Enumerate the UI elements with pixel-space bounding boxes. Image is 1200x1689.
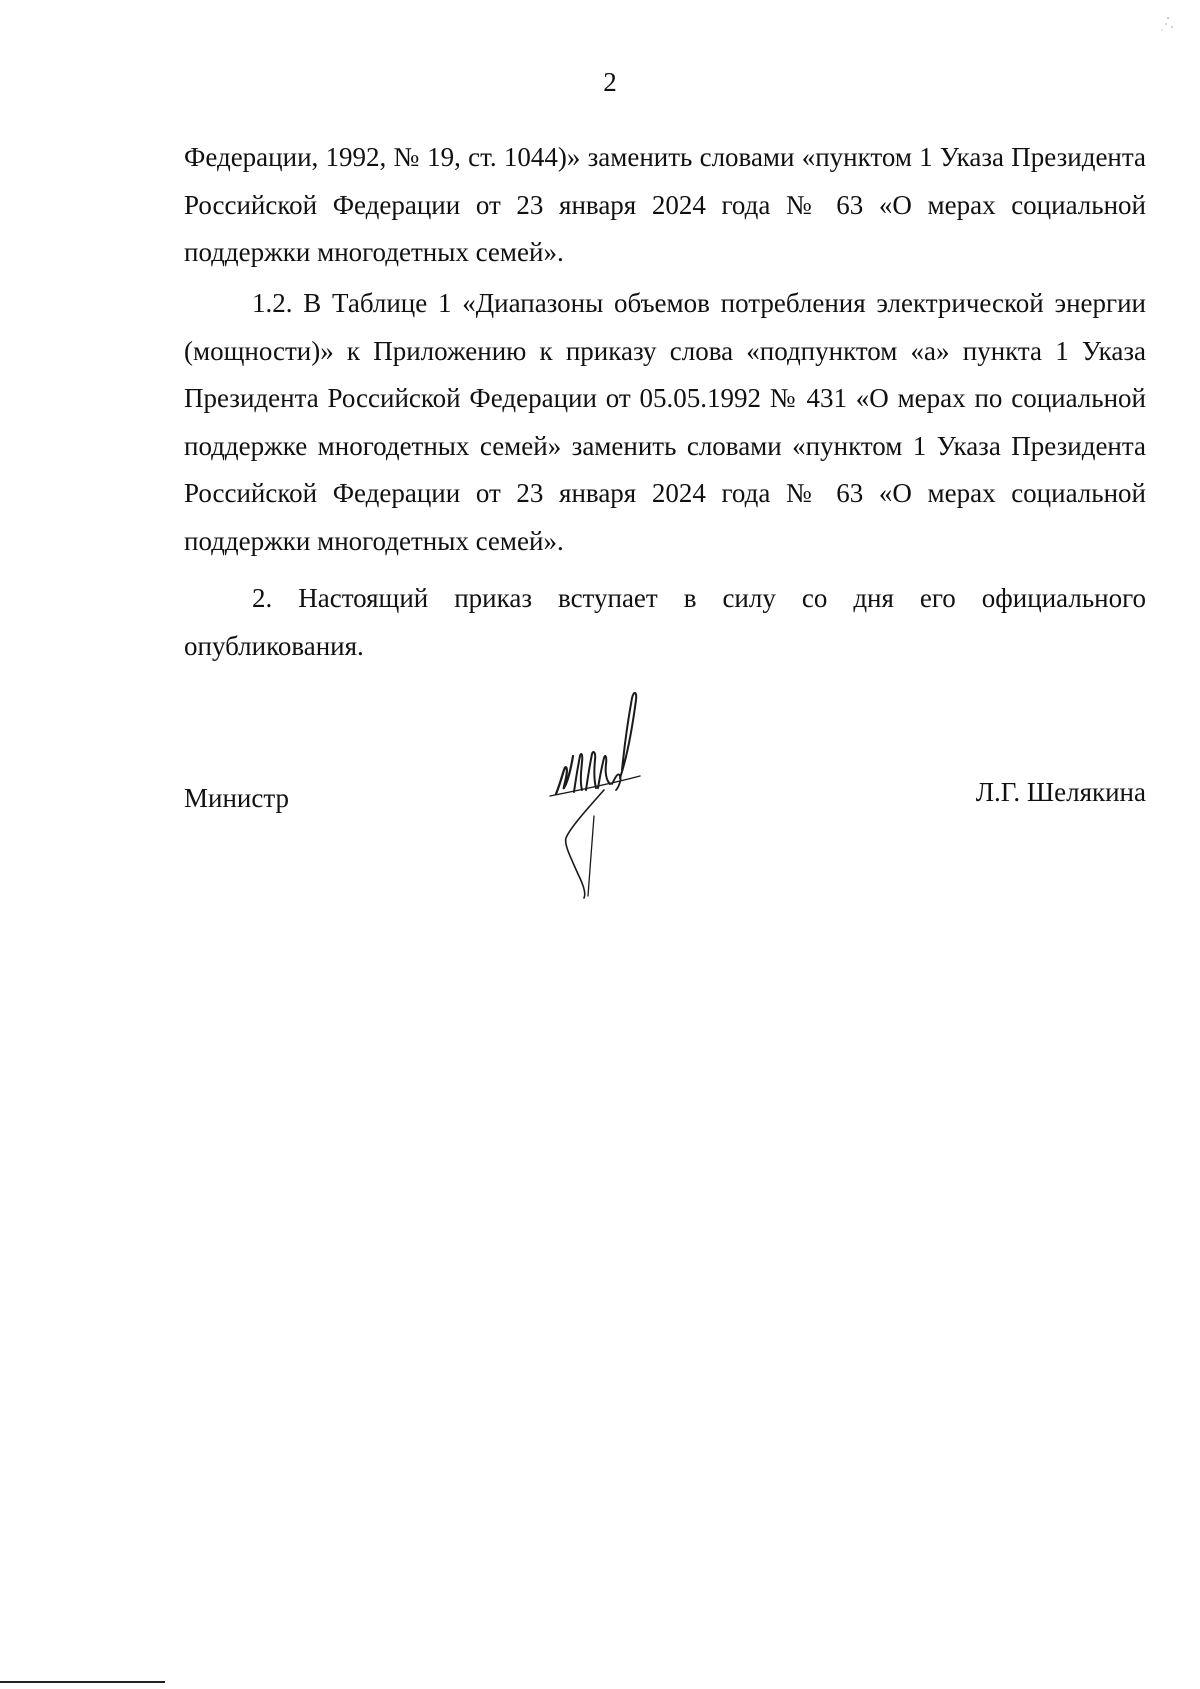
paragraph-item-2: 2. Настоящий приказ вступает в силу со дня его официального опубликования. bbox=[184, 583, 1146, 661]
signatory-position: Министр bbox=[184, 783, 289, 813]
document-body-continuation bbox=[184, 134, 1146, 277]
bottom-edge-line bbox=[0, 1681, 165, 1683]
page-number: 2 bbox=[603, 67, 617, 97]
signatory-name: Л.Г. Шелякина bbox=[975, 777, 1146, 807]
scan-noise-mark bbox=[1148, 12, 1178, 42]
document-body-item-1-2 bbox=[184, 280, 1146, 565]
paragraph-item-1-2: 1.2. В Таблице 1 «Диапазоны объемов потребления электрической энергии (мощности)» к Приложению к приказу слова «подпунктом «а» пункта 1 Указа Президента Российской Федерации от 05.05.1992 № 431 «О мерах по социальной поддержке многодетных семей» заменить словами «пунктом 1 Указа Президента Российской Федерации от 23 января 2024 года № 63 «О мерах социальной поддержки многодетных семей». bbox=[184, 288, 1146, 556]
document-body-item-2 bbox=[184, 575, 1146, 670]
handwritten-signature bbox=[540, 680, 700, 920]
paragraph-continuation: Федерации, 1992, № 19, ст. 1044)» заменить словами «пунктом 1 Указа Президента Российской Федерации от 23 января 2024 года № 63 «О мерах социальной поддержки многодетных семей». bbox=[184, 142, 1146, 267]
